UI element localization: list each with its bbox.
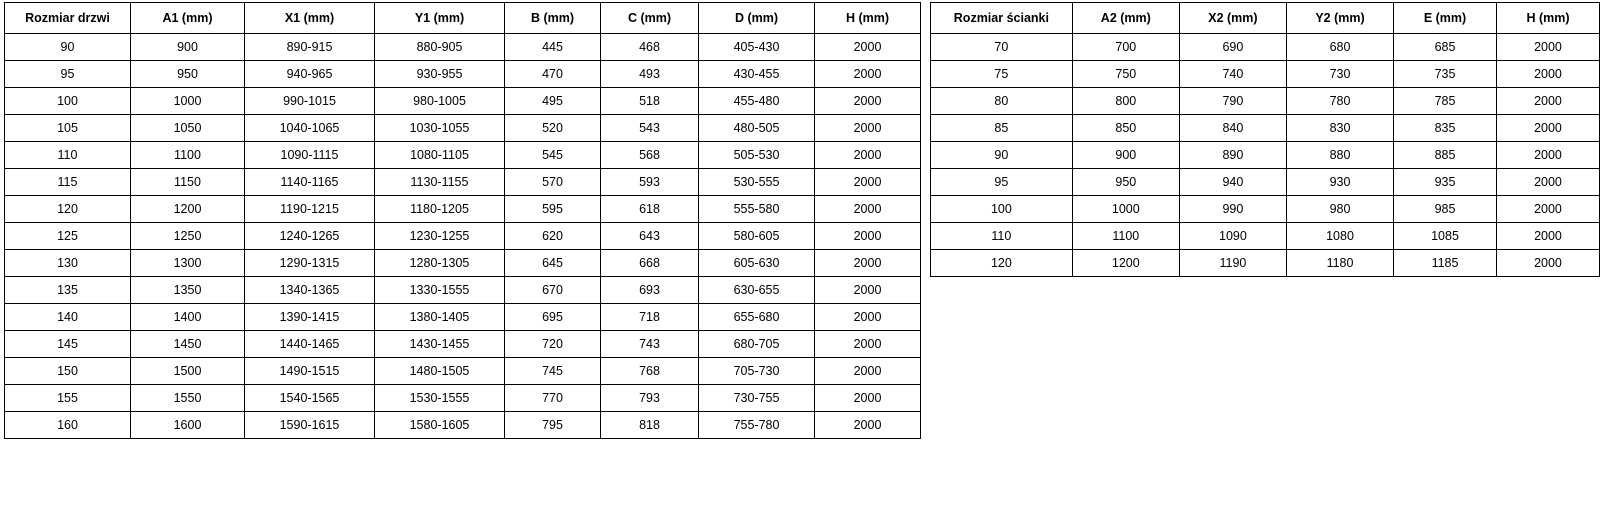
table-cell: 668 — [601, 250, 699, 277]
table-cell: 730-755 — [699, 385, 815, 412]
table-cell: 1250 — [131, 223, 245, 250]
table-cell: 2000 — [1496, 223, 1599, 250]
table-cell: 795 — [505, 412, 601, 439]
table-cell: 120 — [5, 196, 131, 223]
table-cell: 493 — [601, 61, 699, 88]
table-cell: 980 — [1286, 196, 1393, 223]
table-row — [931, 34, 1600, 61]
table-cell: 690 — [1179, 34, 1286, 61]
table-cell: 830 — [1286, 115, 1393, 142]
table-row — [5, 412, 921, 439]
table-cell: 740 — [1179, 61, 1286, 88]
table-cell: 643 — [601, 223, 699, 250]
table-cell: 105 — [5, 115, 131, 142]
table-cell: 595 — [505, 196, 601, 223]
table-cell: 770 — [505, 385, 601, 412]
table-cell: 1230-1255 — [375, 223, 505, 250]
table-cell: 480-505 — [699, 115, 815, 142]
table-cell: 785 — [1394, 88, 1497, 115]
table-cell: 2000 — [1496, 196, 1599, 223]
table-cell: 160 — [5, 412, 131, 439]
column-header: X2 (mm) — [1179, 3, 1286, 34]
table-cell: 755-780 — [699, 412, 815, 439]
table-cell: 1000 — [131, 88, 245, 115]
table-header-row — [5, 3, 921, 34]
table-cell: 720 — [505, 331, 601, 358]
table-cell: 620 — [505, 223, 601, 250]
table-cell: 1350 — [131, 277, 245, 304]
table-cell: 1100 — [1072, 223, 1179, 250]
table-cell: 800 — [1072, 88, 1179, 115]
table-cell: 100 — [931, 196, 1073, 223]
column-header: H (mm) — [1496, 3, 1599, 34]
table-cell: 2000 — [1496, 34, 1599, 61]
table-cell: 1185 — [1394, 250, 1497, 277]
table-cell: 980-1005 — [375, 88, 505, 115]
table-cell: 1500 — [131, 358, 245, 385]
table-cell: 695 — [505, 304, 601, 331]
table-cell: 1290-1315 — [245, 250, 375, 277]
table-cell: 1330-1555 — [375, 277, 505, 304]
table-cell: 900 — [1072, 142, 1179, 169]
table-cell: 1550 — [131, 385, 245, 412]
table-cell: 2000 — [1496, 115, 1599, 142]
table-cell: 150 — [5, 358, 131, 385]
table-cell: 1050 — [131, 115, 245, 142]
table-cell: 750 — [1072, 61, 1179, 88]
table-cell: 80 — [931, 88, 1073, 115]
table-row — [931, 142, 1600, 169]
table-cell: 850 — [1072, 115, 1179, 142]
walls-dimensions-table — [930, 2, 1600, 277]
table-cell: 570 — [505, 169, 601, 196]
table-cell: 1090-1115 — [245, 142, 375, 169]
table-cell: 2000 — [815, 142, 921, 169]
table-cell: 630-655 — [699, 277, 815, 304]
table-cell: 1380-1405 — [375, 304, 505, 331]
table-cell: 1100 — [131, 142, 245, 169]
table-cell: 455-480 — [699, 88, 815, 115]
table-cell: 930-955 — [375, 61, 505, 88]
table-cell: 900 — [131, 34, 245, 61]
table-cell: 1530-1555 — [375, 385, 505, 412]
table-cell: 780 — [1286, 88, 1393, 115]
table-cell: 75 — [931, 61, 1073, 88]
walls-dimensions-table-container — [930, 2, 1600, 277]
table-cell: 555-580 — [699, 196, 815, 223]
table-cell: 990-1015 — [245, 88, 375, 115]
table-cell: 1440-1465 — [245, 331, 375, 358]
table-cell: 685 — [1394, 34, 1497, 61]
table-cell: 495 — [505, 88, 601, 115]
table-cell: 135 — [5, 277, 131, 304]
table-cell: 1030-1055 — [375, 115, 505, 142]
table-cell: 1540-1565 — [245, 385, 375, 412]
table-cell: 2000 — [815, 304, 921, 331]
table-cell: 818 — [601, 412, 699, 439]
table-cell: 2000 — [815, 196, 921, 223]
table-cell: 1080-1105 — [375, 142, 505, 169]
table-cell: 1450 — [131, 331, 245, 358]
table-cell: 155 — [5, 385, 131, 412]
table-cell: 735 — [1394, 61, 1497, 88]
table-row — [5, 385, 921, 412]
table-cell: 835 — [1394, 115, 1497, 142]
table-cell: 1040-1065 — [245, 115, 375, 142]
table-cell: 705-730 — [699, 358, 815, 385]
table-cell: 530-555 — [699, 169, 815, 196]
table-cell: 950 — [1072, 169, 1179, 196]
column-header: B (mm) — [505, 3, 601, 34]
column-header: Y1 (mm) — [375, 3, 505, 34]
table-cell: 890-915 — [245, 34, 375, 61]
table-cell: 985 — [1394, 196, 1497, 223]
table-header-row — [931, 3, 1600, 34]
table-cell: 568 — [601, 142, 699, 169]
table-cell: 110 — [931, 223, 1073, 250]
table-cell: 618 — [601, 196, 699, 223]
table-cell: 2000 — [1496, 169, 1599, 196]
table-cell: 790 — [1179, 88, 1286, 115]
table-cell: 2000 — [815, 250, 921, 277]
table-cell: 90 — [931, 142, 1073, 169]
table-cell: 593 — [601, 169, 699, 196]
column-header: D (mm) — [699, 3, 815, 34]
table-cell: 680-705 — [699, 331, 815, 358]
table-cell: 2000 — [815, 169, 921, 196]
table-cell: 110 — [5, 142, 131, 169]
table-cell: 1430-1455 — [375, 331, 505, 358]
table-cell: 670 — [505, 277, 601, 304]
column-header: A2 (mm) — [1072, 3, 1179, 34]
table-cell: 718 — [601, 304, 699, 331]
table-cell: 2000 — [815, 358, 921, 385]
table-cell: 405-430 — [699, 34, 815, 61]
table-cell: 745 — [505, 358, 601, 385]
table-cell: 1090 — [1179, 223, 1286, 250]
table-row — [5, 115, 921, 142]
table-cell: 1200 — [1072, 250, 1179, 277]
table-cell: 2000 — [1496, 61, 1599, 88]
table-cell: 930 — [1286, 169, 1393, 196]
table-cell: 1200 — [131, 196, 245, 223]
table-cell: 468 — [601, 34, 699, 61]
table-row — [931, 196, 1600, 223]
table-cell: 1490-1515 — [245, 358, 375, 385]
table-cell: 885 — [1394, 142, 1497, 169]
table-row — [5, 88, 921, 115]
table-cell: 1180-1205 — [375, 196, 505, 223]
table-cell: 95 — [5, 61, 131, 88]
table-row — [5, 169, 921, 196]
table-cell: 1280-1305 — [375, 250, 505, 277]
table-cell: 950 — [131, 61, 245, 88]
column-header: Y2 (mm) — [1286, 3, 1393, 34]
table-cell: 1000 — [1072, 196, 1179, 223]
table-cell: 1580-1605 — [375, 412, 505, 439]
table-cell: 700 — [1072, 34, 1179, 61]
table-row — [931, 61, 1600, 88]
table-cell: 645 — [505, 250, 601, 277]
column-header: X1 (mm) — [245, 3, 375, 34]
table-cell: 130 — [5, 250, 131, 277]
table-row — [931, 223, 1600, 250]
table-cell: 1190-1215 — [245, 196, 375, 223]
table-cell: 115 — [5, 169, 131, 196]
table-cell: 520 — [505, 115, 601, 142]
column-header: Rozmiar ścianki — [931, 3, 1073, 34]
table-cell: 543 — [601, 115, 699, 142]
table-row — [5, 331, 921, 358]
table-cell: 1340-1365 — [245, 277, 375, 304]
table-cell: 2000 — [815, 223, 921, 250]
table-row — [5, 250, 921, 277]
doors-dimensions-table-container — [4, 2, 921, 439]
table-cell: 470 — [505, 61, 601, 88]
table-cell: 505-530 — [699, 142, 815, 169]
table-cell: 793 — [601, 385, 699, 412]
table-cell: 1600 — [131, 412, 245, 439]
table-cell: 990 — [1179, 196, 1286, 223]
table-cell: 693 — [601, 277, 699, 304]
table-cell: 430-455 — [699, 61, 815, 88]
table-cell: 1180 — [1286, 250, 1393, 277]
table-row — [931, 250, 1600, 277]
table-cell: 880-905 — [375, 34, 505, 61]
table-row — [5, 61, 921, 88]
table-cell: 85 — [931, 115, 1073, 142]
table-cell: 2000 — [815, 277, 921, 304]
table-cell: 125 — [5, 223, 131, 250]
column-header: C (mm) — [601, 3, 699, 34]
table-cell: 70 — [931, 34, 1073, 61]
table-cell: 518 — [601, 88, 699, 115]
table-cell: 95 — [931, 169, 1073, 196]
table-cell: 2000 — [815, 385, 921, 412]
table-cell: 545 — [505, 142, 601, 169]
table-row — [931, 169, 1600, 196]
table-cell: 2000 — [815, 115, 921, 142]
column-header: A1 (mm) — [131, 3, 245, 34]
table-cell: 840 — [1179, 115, 1286, 142]
table-row — [5, 358, 921, 385]
table-cell: 100 — [5, 88, 131, 115]
table-cell: 1590-1615 — [245, 412, 375, 439]
table-cell: 2000 — [1496, 142, 1599, 169]
table-cell: 1150 — [131, 169, 245, 196]
table-cell: 940 — [1179, 169, 1286, 196]
table-cell: 1390-1415 — [245, 304, 375, 331]
table-cell: 120 — [931, 250, 1073, 277]
table-cell: 1480-1505 — [375, 358, 505, 385]
table-cell: 2000 — [815, 331, 921, 358]
table-cell: 1190 — [1179, 250, 1286, 277]
table-cell: 730 — [1286, 61, 1393, 88]
table-cell: 445 — [505, 34, 601, 61]
table-row — [5, 34, 921, 61]
table-cell: 768 — [601, 358, 699, 385]
table-row — [931, 115, 1600, 142]
table-cell: 145 — [5, 331, 131, 358]
table-cell: 1400 — [131, 304, 245, 331]
table-cell: 655-680 — [699, 304, 815, 331]
table-cell: 2000 — [815, 88, 921, 115]
table-cell: 140 — [5, 304, 131, 331]
table-cell: 1140-1165 — [245, 169, 375, 196]
column-header: Rozmiar drzwi — [5, 3, 131, 34]
table-cell: 2000 — [815, 34, 921, 61]
table-cell: 580-605 — [699, 223, 815, 250]
table-cell: 1240-1265 — [245, 223, 375, 250]
table-cell: 1080 — [1286, 223, 1393, 250]
table-cell: 605-630 — [699, 250, 815, 277]
column-header: E (mm) — [1394, 3, 1497, 34]
table-cell: 1300 — [131, 250, 245, 277]
table-cell: 1085 — [1394, 223, 1497, 250]
table-row — [5, 304, 921, 331]
table-cell: 890 — [1179, 142, 1286, 169]
table-row — [931, 88, 1600, 115]
table-cell: 2000 — [1496, 250, 1599, 277]
table-row — [5, 277, 921, 304]
table-cell: 743 — [601, 331, 699, 358]
column-header: H (mm) — [815, 3, 921, 34]
table-cell: 2000 — [815, 61, 921, 88]
table-row — [5, 142, 921, 169]
table-cell: 90 — [5, 34, 131, 61]
table-cell: 940-965 — [245, 61, 375, 88]
table-cell: 880 — [1286, 142, 1393, 169]
table-cell: 935 — [1394, 169, 1497, 196]
table-cell: 2000 — [815, 412, 921, 439]
table-row — [5, 223, 921, 250]
table-row — [5, 196, 921, 223]
table-cell: 2000 — [1496, 88, 1599, 115]
table-cell: 680 — [1286, 34, 1393, 61]
doors-dimensions-table — [4, 2, 921, 439]
table-cell: 1130-1155 — [375, 169, 505, 196]
